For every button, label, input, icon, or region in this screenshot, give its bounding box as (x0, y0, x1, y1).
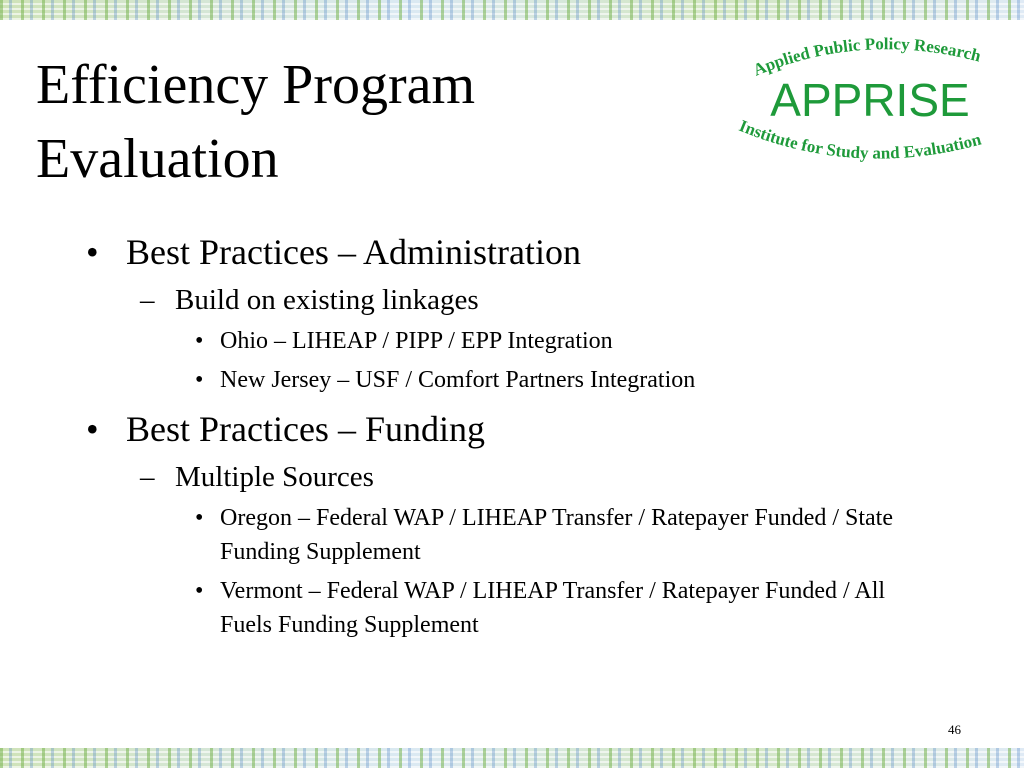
item-text: Oregon – Federal WAP / LIHEAP Transfer / Ratepayer Funded / State Funding Supplement (220, 505, 893, 565)
bullet-text: Best Practices – Administration (126, 232, 581, 272)
slide-title (36, 48, 676, 196)
logo-name: APPRISE (770, 74, 970, 126)
bullet-marker: • (86, 409, 99, 449)
logo-top-arc-text: Applied Public Policy Research (750, 34, 983, 80)
item-text: Vermont – Federal WAP / LIHEAP Transfer / Ratepayer Funded / All Fuels Funding Supplement (220, 578, 886, 638)
apprise-logo (728, 32, 1012, 182)
bullet-marker: • (195, 578, 204, 604)
item-text: New Jersey – USF / Comfort Partners Integration (220, 367, 696, 393)
bullet-administration (86, 230, 986, 397)
logo-bottom-arc-text: Institute for Study and Evaluation (736, 116, 984, 163)
bullet-text: Best Practices – Funding (126, 409, 485, 449)
slide-body (86, 230, 986, 642)
bullet-marker: • (195, 505, 204, 531)
slide-number: 46 (948, 722, 961, 737)
sub-bullet-text: Build on existing linkages (175, 284, 479, 316)
item-vermont (175, 574, 920, 642)
bottom-decorative-border (0, 748, 1024, 768)
item-new-jersey (175, 363, 920, 397)
item-ohio (175, 324, 920, 358)
bullet-marker: • (86, 232, 99, 272)
item-oregon (175, 501, 920, 569)
bullet-marker: • (195, 367, 204, 393)
sub-bullet-sources (130, 459, 986, 642)
bullet-marker: • (195, 328, 204, 354)
dash-marker: – (140, 461, 155, 493)
dash-marker: – (140, 284, 155, 316)
item-text: Ohio – LIHEAP / PIPP / EPP Integration (220, 328, 613, 354)
title-line-1: Efficiency Program (36, 54, 476, 116)
sub-bullet-text: Multiple Sources (175, 461, 374, 493)
top-decorative-border (0, 0, 1024, 20)
title-line-2: Evaluation (36, 128, 279, 190)
bullet-funding (86, 407, 986, 642)
sub-bullet-linkages (130, 282, 986, 397)
